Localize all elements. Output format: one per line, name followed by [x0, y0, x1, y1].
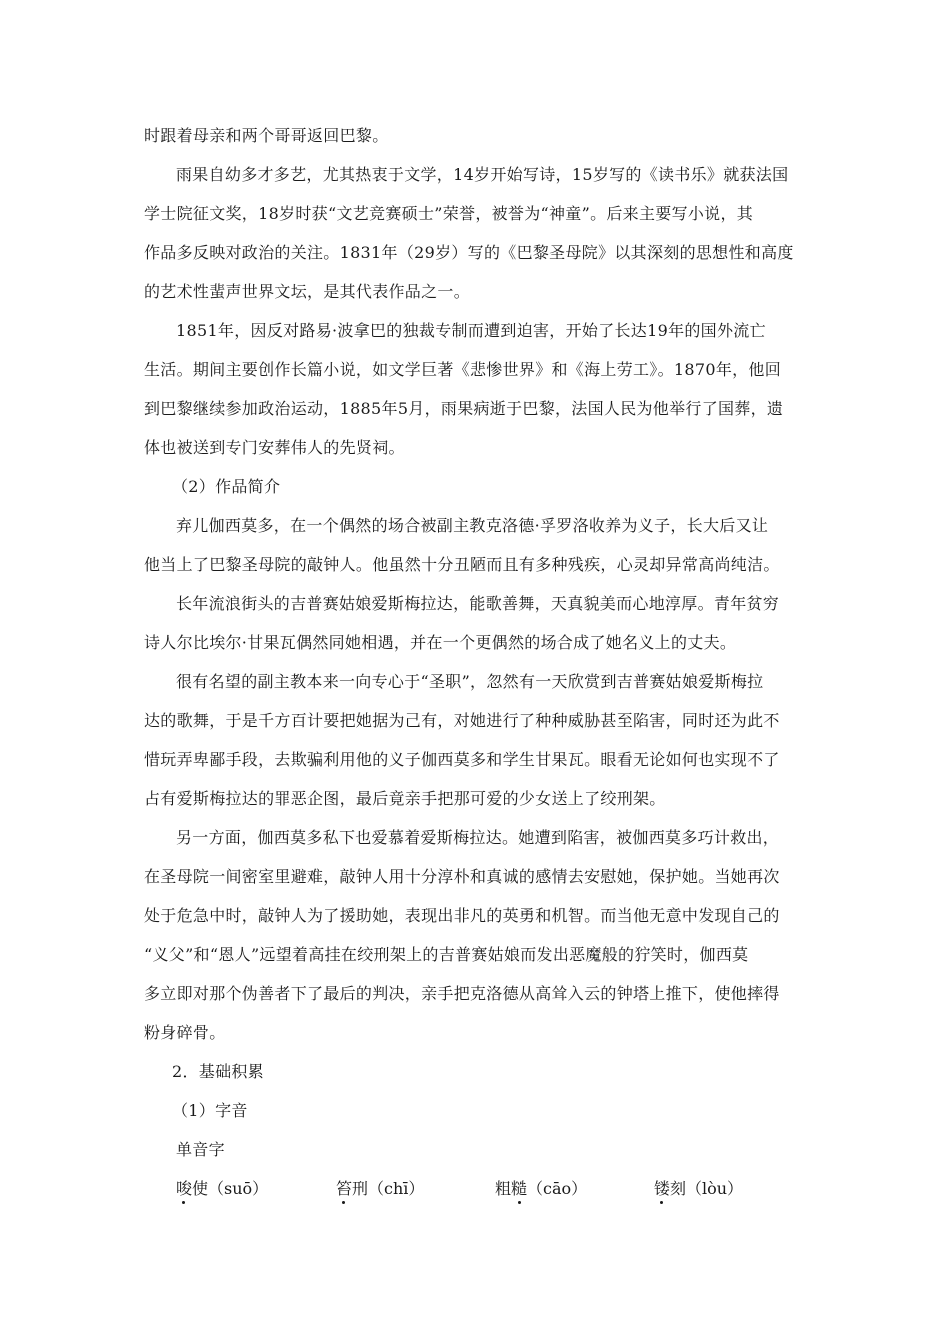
- text-line: 多立即对那个伪善者下了最后的判决，亲手把克洛德从高耸入云的钟塔上推下，使他摔得: [144, 984, 780, 1003]
- emphasis-dot: [342, 1201, 345, 1204]
- text-line: 达的歌舞，于是千方百计要把她据为己有，对她进行了种种威胁甚至陷害，同时还为此不: [144, 711, 780, 730]
- text-line: 的艺术性蜚声世界文坛，是其代表作品之一。: [144, 282, 471, 301]
- emphasis-dot: [660, 1201, 663, 1204]
- text-line: 他当上了巴黎圣母院的敲钟人。他虽然十分丑陋而且有多种残疾，心灵却异常高尚纯洁。: [144, 555, 780, 574]
- text-line: “义父”和“恩人”远望着高挂在绞刑架上的吉普赛姑娘而发出恶魔般的狞笑时，伽西莫: [144, 945, 749, 964]
- text-line: 体也被送到专门安葬伟人的先贤祠。: [144, 438, 405, 457]
- text-line: 在圣母院一间密室里避难，敲钟人用十分淳朴和真诚的感情去安慰她，保护她。当她再次: [144, 867, 780, 886]
- text-line: 很有名望的副主教本来一向专心于“圣职”，忽然有一天欣赏到吉普赛姑娘爱斯梅拉: [176, 672, 764, 691]
- text-line: 处于危急中时，敲钟人为了援助她，表现出非凡的英勇和机智。而当他无意中发现自己的: [144, 906, 780, 925]
- text-line: 到巴黎继续参加政治运动，1885年5月，雨果病逝于巴黎，法国人民为他举行了国葬，遗: [144, 399, 784, 418]
- pronunciation-item: 镂刻（lòu）: [654, 1179, 744, 1198]
- text-line: 时跟着母亲和两个哥哥返回巴黎。: [144, 126, 389, 145]
- text-line: 惜玩弄卑鄙手段，去欺骗利用他的义子伽西莫多和学生甘果瓦。眼看无论如何也实现不了: [144, 750, 780, 769]
- pronunciation-item: 唆使（suō）: [176, 1179, 269, 1198]
- text-line: 弃儿伽西莫多，在一个偶然的场合被副主教克洛德·孚罗洛收养为义子，长大后又让: [176, 516, 769, 535]
- text-line: 1851年，因反对路易·波拿巴的独裁专制而遭到迫害，开始了长达19年的国外流亡: [176, 321, 766, 340]
- text-line: 粉身碎骨。: [144, 1023, 226, 1042]
- text-line: 占有爱斯梅拉达的罪恶企图，最后竟亲手把那可爱的少女送上了绞刑架。: [144, 789, 666, 808]
- text-line: 长年流浪街头的吉普赛姑娘爱斯梅拉达，能歌善舞，天真貌美而心地淳厚。青年贫穷: [176, 594, 780, 613]
- text-line: 生活。期间主要创作长篇小说，如文学巨著《悲惨世界》和《海上劳工》。1870年，他回: [144, 360, 782, 379]
- section-heading: （2）作品简介: [172, 477, 281, 496]
- section-heading: 2．基础积累: [172, 1062, 264, 1081]
- emphasis-dot: [182, 1201, 185, 1204]
- text-line: 学士院征文奖，18岁时获“文艺竞赛硕士”荣誉，被誉为“神童”。后来主要写小说，其: [144, 204, 754, 223]
- subsection-heading: （1）字音: [172, 1101, 248, 1120]
- text-line: 诗人尔比埃尔·甘果瓦偶然同她相遇，并在一个更偶然的场合成了她名义上的丈夫。: [144, 633, 737, 652]
- pronunciation-item: 粗糙（cāo）: [495, 1179, 588, 1198]
- subsection-label: 单音字: [176, 1140, 225, 1159]
- text-line: 雨果自幼多才多艺，尤其热衷于文学，14岁开始写诗，15岁写的《读书乐》就获法国: [176, 165, 789, 184]
- text-line: 作品多反映对政治的关注。1831年（29岁）写的《巴黎圣母院》以其深刻的思想性和高度: [144, 243, 794, 262]
- emphasis-dot: [518, 1201, 521, 1204]
- pronunciation-item: 笞刑（chī）: [336, 1179, 425, 1198]
- text-line: 另一方面，伽西莫多私下也爱慕着爱斯梅拉达。她遭到陷害，被伽西莫多巧计救出，: [176, 828, 780, 847]
